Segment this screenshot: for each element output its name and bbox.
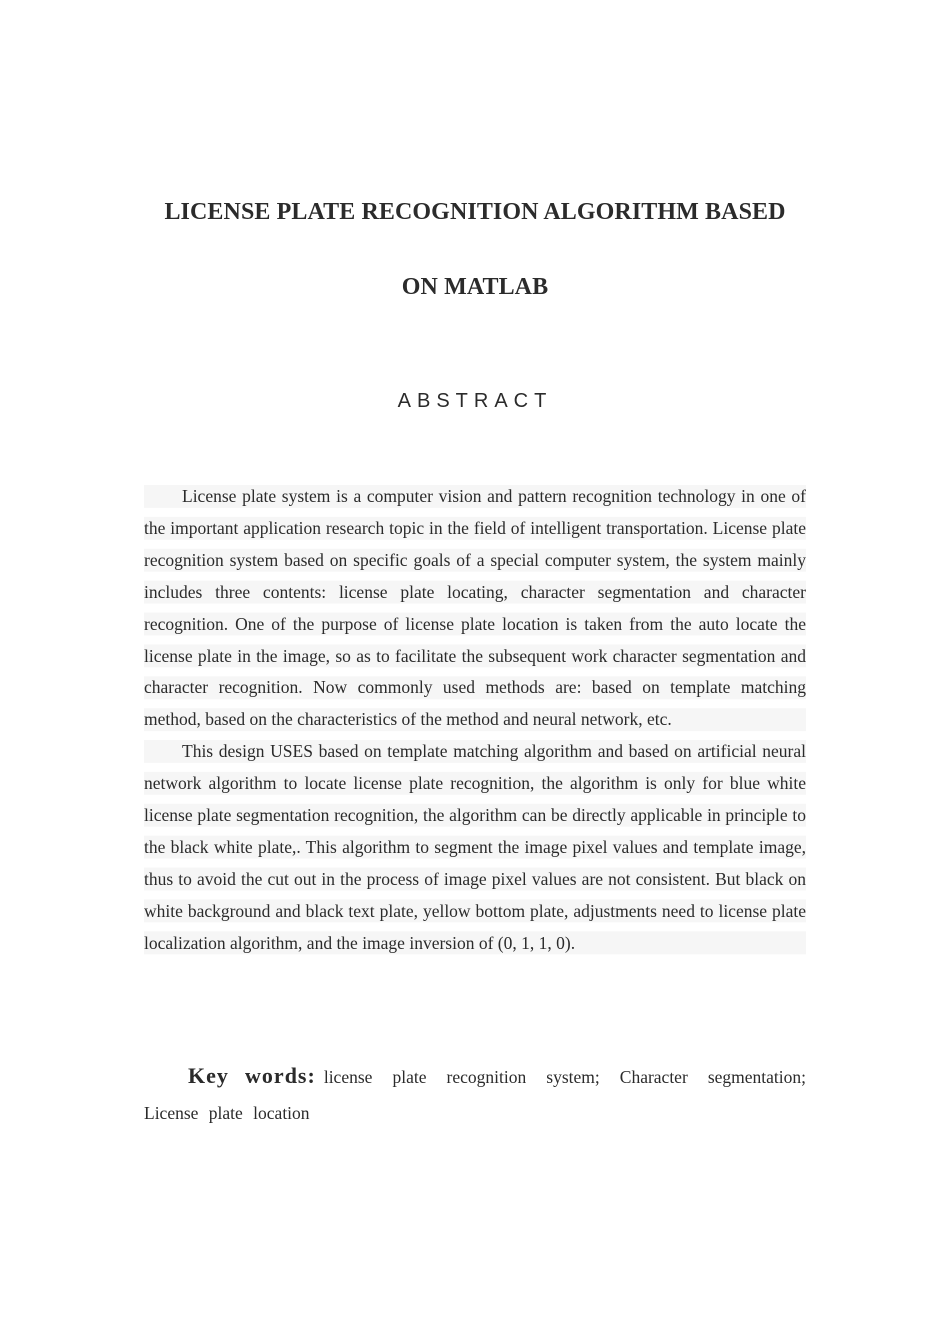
paper-title-line-1: LICENSE PLATE RECOGNITION ALGORITHM BASED [164,199,786,225]
abstract-paragraph-2: This design USES based on template matching algorithm and based on artificial neural network algorithm to locate license plate recognition, the algorithm is only for blue white license plate segmentation recognition, the algorithm can be directly applicable in principle to the black white plate,. This algorithm to segment the image pixel values and template image, thus to avoid the cut out in the process of image pixel values are not consistent. But black on white background and black text plate, yellow bottom plate, adjustments need to license plate localization algorithm, and the image inversion of (0, 1, 1, 0). [144,736,806,959]
keywords [144,1058,806,1131]
abstract-body [144,481,806,960]
keywords-text: license plate recognition system; Character segmentation; License plate location [144,1067,806,1123]
abstract-heading: ABSTRACT [397,390,553,412]
paper-title-line-2: ON MATLAB [401,274,549,300]
keywords-label: Key words: [188,1063,316,1088]
abstract-paragraph-1: License plate system is a computer vision and pattern recognition technology in one of the important application research topic in the field of intelligent transportation. License plate recognition system based on specific goals of a special computer system, the system mainly includes three contents: license plate locating, character segmentation and character recognition. One of the purpose of license plate location is taken from the auto locate the license plate in the image, so as to facilitate the subsequent work character segmentation and character recognition. Now commonly used methods are: based on template matching method, based on the characteristics of the method and neural network, etc. [144,481,806,736]
